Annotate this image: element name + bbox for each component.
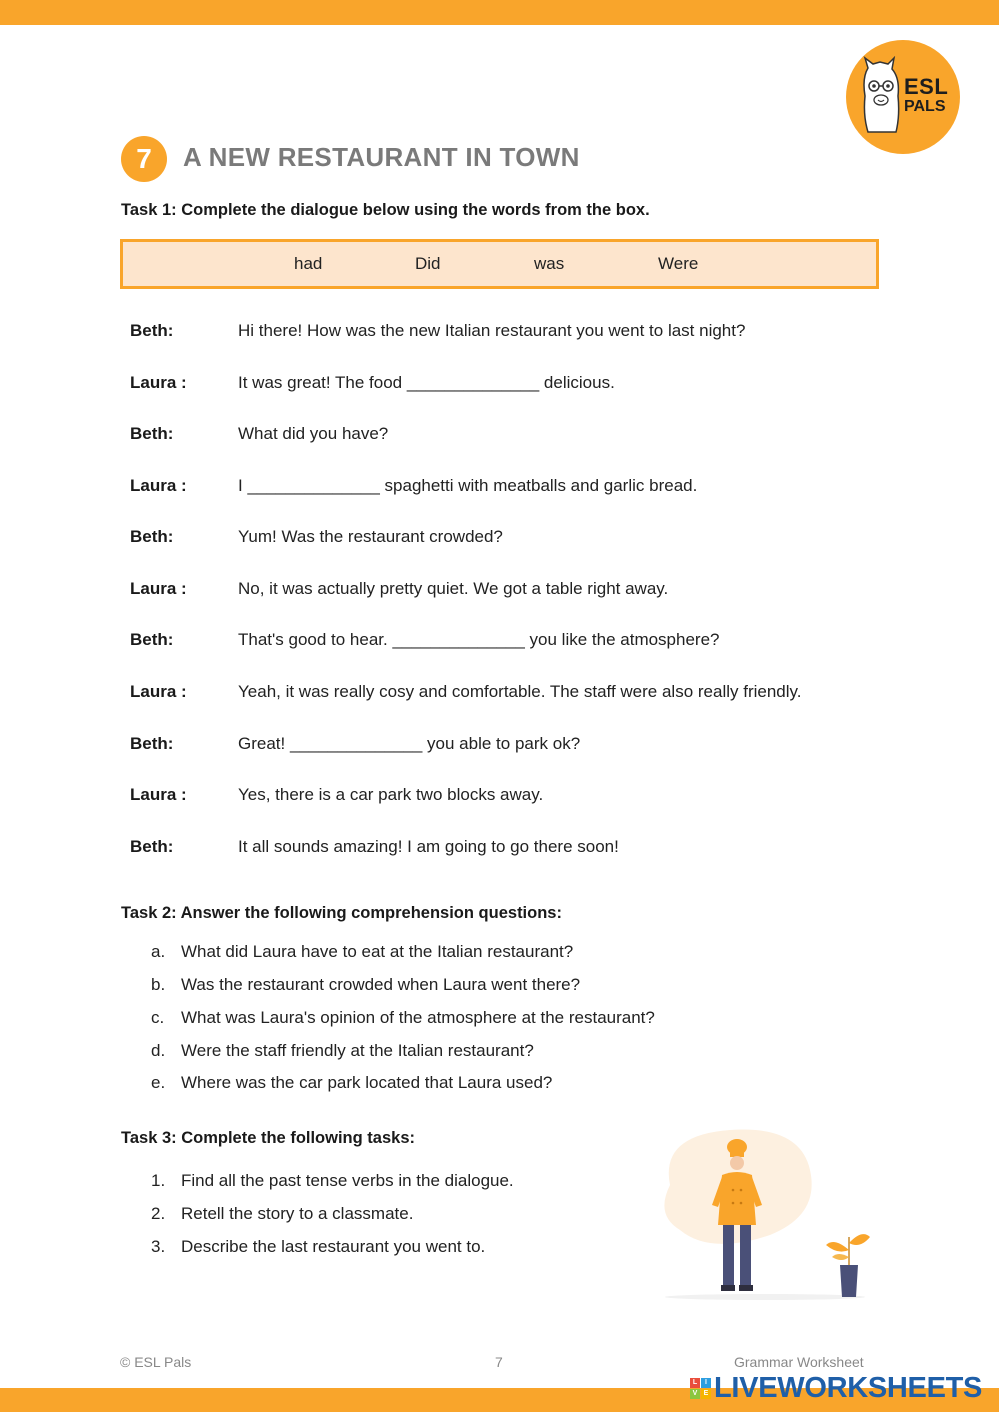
- speaker-label: Beth:: [130, 837, 174, 856]
- footer-copyright: © ESL Pals: [120, 1354, 192, 1370]
- word-bank-item: was: [534, 254, 565, 273]
- dialogue-row: [0, 579, 999, 603]
- word-bank-item: Were: [658, 254, 699, 273]
- liveworksheets-text: LIVEWORKSHEETS: [714, 1371, 983, 1404]
- list-marker: c.: [151, 1008, 165, 1027]
- dialogue-line: Yum! Was the restaurant crowded?: [238, 527, 503, 546]
- list-marker: e.: [151, 1073, 166, 1092]
- question-text: Where was the car park located that Laura used?: [181, 1073, 553, 1092]
- task2-heading: Task 2: Answer the following comprehension questions:: [121, 904, 562, 922]
- list-marker: 3.: [151, 1237, 166, 1256]
- dialogue-line: Yes, there is a car park two blocks away.: [238, 785, 544, 804]
- question-text: What did Laura have to eat at the Italian restaurant?: [181, 942, 574, 961]
- speaker-label: Laura :: [130, 682, 187, 701]
- speaker-label: Beth:: [130, 630, 174, 649]
- dialogue-row: [0, 682, 999, 706]
- speaker-label: Laura :: [130, 785, 187, 804]
- dialogue-row: [0, 837, 999, 861]
- dialogue-line: No, it was actually pretty quiet. We got a table right away.: [238, 579, 669, 598]
- footer-worksheet-type: Grammar Worksheet: [734, 1354, 864, 1370]
- liveworksheets-watermark[interactable]: [690, 1372, 982, 1404]
- task-text: Find all the past tense verbs in the dialogue.: [181, 1171, 514, 1190]
- question-text: Was the restaurant crowded when Laura went there?: [181, 975, 581, 994]
- dialogue-row: [0, 630, 999, 654]
- speaker-label: Beth:: [130, 527, 174, 546]
- word-bank-item: had: [294, 254, 323, 273]
- dialogue-row: [0, 321, 999, 345]
- logo-text-esl: ESL: [904, 74, 949, 99]
- speaker-label: Beth:: [130, 321, 174, 340]
- dialogue-row: [0, 476, 999, 500]
- list-marker: d.: [151, 1041, 166, 1060]
- speaker-label: Laura :: [130, 579, 187, 598]
- speaker-label: Beth:: [130, 734, 174, 753]
- question-text: Were the staff friendly at the Italian restaurant?: [181, 1041, 534, 1060]
- speaker-label: Laura :: [130, 476, 187, 495]
- dialogue-line: It all sounds amazing! I am going to go there soon!: [238, 837, 619, 856]
- list-marker: 2.: [151, 1204, 166, 1223]
- liveworksheets-logo-icon: L I V E: [690, 1378, 711, 1399]
- logo-text-pals: PALS: [904, 98, 946, 115]
- list-marker: 1.: [151, 1171, 166, 1190]
- task-text: Describe the last restaurant you went to.: [181, 1237, 486, 1256]
- footer-page-number: 7: [495, 1354, 503, 1370]
- dialogue-line: Hi there! How was the new Italian restaurant you went to last night?: [238, 321, 746, 340]
- lesson-number-badge: 7: [121, 136, 167, 182]
- task-text: Retell the story to a classmate.: [181, 1204, 414, 1223]
- word-bank-item: Did: [415, 254, 441, 273]
- list-marker: b.: [151, 975, 166, 994]
- dialogue-line: What did you have?: [238, 424, 389, 443]
- speaker-label: Laura :: [130, 373, 187, 392]
- dialogue-line-with-blank[interactable]: I ______________ spaghetti with meatballs and garlic bread.: [238, 476, 698, 495]
- dialogue-line-with-blank[interactable]: It was great! The food ______________ delicious.: [238, 373, 615, 392]
- page-title: A NEW RESTAURANT IN TOWN: [183, 142, 580, 172]
- llama-icon: [856, 56, 906, 136]
- task3-heading: Task 3: Complete the following tasks:: [121, 1129, 415, 1147]
- list-marker: a.: [151, 942, 166, 961]
- speaker-label: Beth:: [130, 424, 174, 443]
- dialogue-line-with-blank[interactable]: That's good to hear. ______________ you like the atmosphere?: [238, 630, 720, 649]
- word-bank-box: [120, 239, 879, 289]
- dialogue-row: [0, 373, 999, 397]
- esl-pals-logo: [846, 40, 960, 154]
- top-accent-bar: [0, 0, 999, 25]
- dialogue-row: [0, 785, 999, 809]
- task1-heading: Task 1: Complete the dialogue below using the words from the box.: [121, 201, 650, 219]
- dialogue-row: [0, 527, 999, 551]
- dialogue-row: [0, 424, 999, 448]
- dialogue-row: [0, 734, 999, 758]
- question-text: What was Laura's opinion of the atmosphere at the restaurant?: [181, 1008, 655, 1027]
- dialogue-line: Yeah, it was really cosy and comfortable. The staff were also really friendly.: [238, 682, 802, 701]
- dialogue-line-with-blank[interactable]: Great! ______________ you able to park ok?: [238, 734, 581, 753]
- chef-illustration: [650, 1125, 880, 1305]
